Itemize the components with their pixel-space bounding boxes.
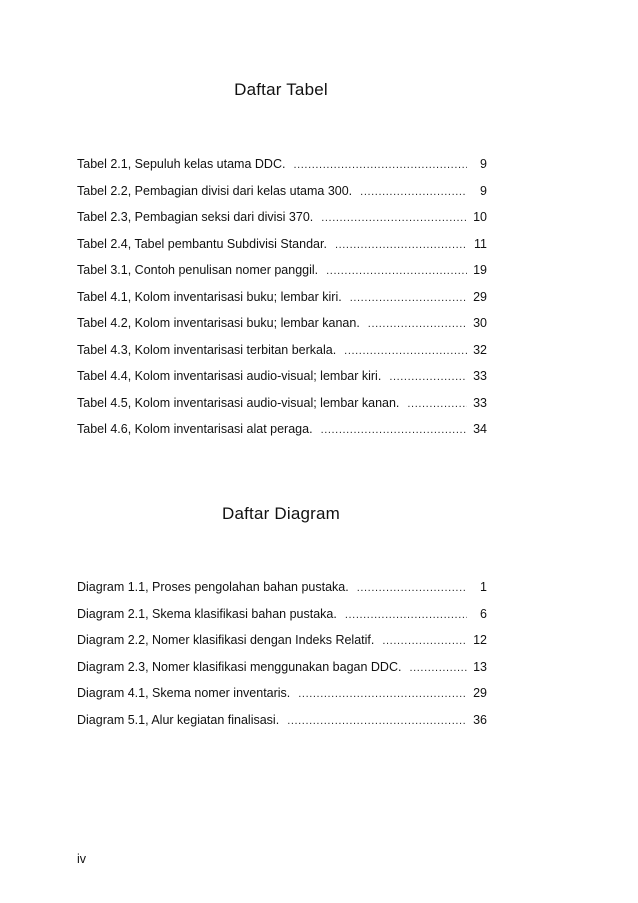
toc-entry-page-number: 1 <box>480 580 487 594</box>
toc-entry <box>77 184 487 211</box>
dot-leader <box>407 398 467 410</box>
toc-entry-label: Tabel 4.3, Kolom inventarisasi terbitan berkala. <box>77 342 337 357</box>
dot-leader <box>335 239 467 251</box>
toc-entry-page-number: 33 <box>473 395 487 410</box>
toc-entry-label: Diagram 2.2, Nomer klasifikasi dengan Indeks Relatif. <box>77 633 375 647</box>
toc-entry-label: Diagram 5.1, Alur kegiatan finalisasi. <box>77 712 280 727</box>
toc-entry-page-number: 30 <box>473 316 487 330</box>
toc-entry <box>77 607 487 634</box>
toc-entry <box>77 263 487 290</box>
toc-entry-page-number: 32 <box>473 342 487 357</box>
dot-leader <box>350 292 467 304</box>
dot-leader <box>287 715 467 727</box>
dot-leader <box>321 424 467 436</box>
toc-entry <box>77 290 487 317</box>
toc-entry <box>77 422 487 449</box>
dot-leader <box>360 186 467 198</box>
dot-leader <box>357 582 467 594</box>
toc-entry <box>77 633 487 660</box>
dot-leader <box>389 371 467 383</box>
page-number: iv <box>77 852 87 866</box>
toc-entry-page-number: 34 <box>473 422 487 436</box>
toc-entry <box>77 343 487 370</box>
toc-entry-label: Tabel 4.2, Kolom inventarisasi buku; lembar kanan. <box>77 316 360 330</box>
tables-section-title: Daftar Tabel <box>234 80 328 99</box>
toc-entry <box>77 157 487 184</box>
dot-leader <box>326 265 467 277</box>
toc-entry-label: Diagram 1.1, Proses pengolahan bahan pustaka. <box>77 580 349 594</box>
toc-entry-page-number: 6 <box>480 606 487 621</box>
dot-leader <box>409 662 467 674</box>
dot-leader <box>321 212 467 224</box>
toc-entry-page-number: 29 <box>473 686 487 700</box>
tables-list <box>77 157 487 449</box>
toc-entry <box>77 369 487 396</box>
toc-entry-page-number: 13 <box>473 659 487 674</box>
diagrams-list <box>77 580 487 739</box>
toc-entry-label: Tabel 4.4, Kolom inventarisasi audio-visual; lembar kiri. <box>77 369 382 383</box>
toc-entry <box>77 210 487 237</box>
toc-entry-page-number: 9 <box>480 157 487 171</box>
toc-entry-label: Tabel 4.6, Kolom inventarisasi alat peraga. <box>77 422 313 436</box>
toc-entry-label: Tabel 4.1, Kolom inventarisasi buku; lembar kiri. <box>77 289 342 304</box>
toc-entry <box>77 713 487 740</box>
toc-entry-label: Tabel 2.3, Pembagian seksi dari divisi 370. <box>77 210 314 224</box>
toc-entry-page-number: 10 <box>473 210 487 224</box>
dot-leader <box>293 159 467 171</box>
toc-entry-page-number: 36 <box>473 712 487 727</box>
toc-entry-page-number: 12 <box>473 633 487 647</box>
dot-leader <box>345 609 467 621</box>
toc-entry <box>77 660 487 687</box>
toc-entry-label: Diagram 4.1, Skema nomer inventaris. <box>77 686 291 700</box>
dot-leader <box>298 688 467 700</box>
toc-entry-label: Tabel 2.2, Pembagian divisi dari kelas utama 300. <box>77 183 353 198</box>
toc-entry-page-number: 11 <box>474 236 487 251</box>
toc-entry-page-number: 29 <box>473 289 487 304</box>
toc-entry-label: Diagram 2.3, Nomer klasifikasi menggunakan bagan DDC. <box>77 659 402 674</box>
toc-entry-page-number: 9 <box>480 183 487 198</box>
dot-leader <box>344 345 467 357</box>
toc-entry-label: Tabel 4.5, Kolom inventarisasi audio-visual; lembar kanan. <box>77 395 400 410</box>
toc-entry-label: Tabel 2.1, Sepuluh kelas utama DDC. <box>77 157 286 171</box>
toc-entry <box>77 686 487 713</box>
dot-leader <box>382 635 467 647</box>
toc-entry <box>77 580 487 607</box>
toc-entry <box>77 237 487 264</box>
toc-entry-page-number: 33 <box>473 369 487 383</box>
toc-entry <box>77 396 487 423</box>
dot-leader <box>368 318 467 330</box>
toc-entry <box>77 316 487 343</box>
toc-entry-label: Tabel 3.1, Contoh penulisan nomer panggil. <box>77 263 319 277</box>
toc-entry-page-number: 19 <box>473 263 487 277</box>
diagrams-section-title: Daftar Diagram <box>221 504 341 523</box>
toc-entry-label: Tabel 2.4, Tabel pembantu Subdivisi Standar. <box>77 236 327 251</box>
toc-entry-label: Diagram 2.1, Skema klasifikasi bahan pustaka. <box>77 606 337 621</box>
